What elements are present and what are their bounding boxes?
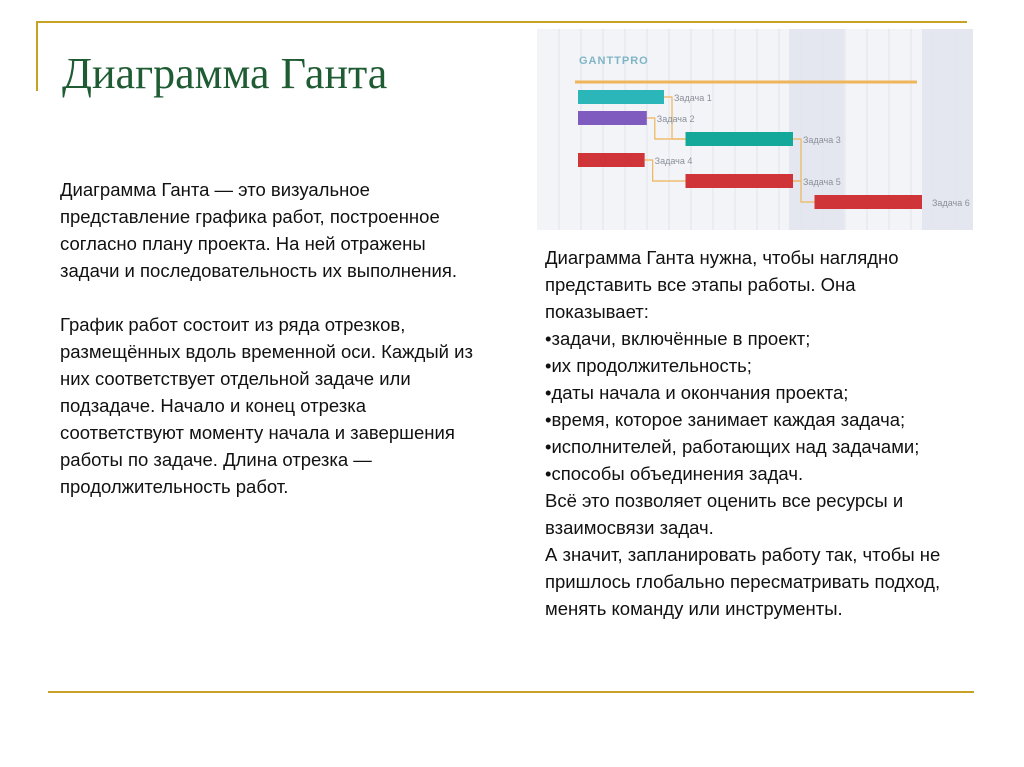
right-text-column	[545, 244, 945, 622]
bullet-item: •способы объединения задач.	[545, 463, 804, 484]
slide-title: Диаграмма Ганта	[62, 49, 388, 98]
gantt-task-bar	[578, 111, 647, 125]
gantt-task-label: Задача 5	[803, 177, 841, 187]
gantt-svg	[537, 29, 973, 230]
gantt-task-bar	[578, 90, 664, 104]
bullet-item: •их продолжительность;	[545, 355, 752, 376]
left-decorative-rule	[36, 21, 38, 91]
gantt-task-label: Задача 6	[932, 198, 970, 208]
gantt-chart-image	[537, 29, 973, 230]
bullet-item: •время, которое занимает каждая задача;	[545, 409, 906, 430]
bullet-item: •задачи, включённые в проект;	[545, 328, 811, 349]
top-decorative-rule	[36, 21, 967, 23]
gantt-task-label: Задача 2	[656, 114, 695, 124]
gantt-task-bar	[815, 195, 923, 209]
right-conclusion-2: А значит, запланировать работу так, чтобы не пришлось глобально пересматривать подход, менять команду или инструменты.	[545, 544, 941, 619]
gantt-task-bar	[686, 132, 794, 146]
left-paragraph-2: График работ состоит из ряда отрезков, размещённых вдоль временной оси. Каждый из них соответствует отдельной задаче или подзадаче. Начало и конец отрезка соответствуют моменту начала и завершения работы по задаче. Длина отрезка — продолжительность работ.	[60, 314, 473, 497]
bullet-item: •исполнителей, работающих над задачами;	[545, 436, 920, 457]
right-intro: Диаграмма Ганта нужна, чтобы наглядно представить все этапы работы. Она показывает:	[545, 247, 899, 322]
left-paragraph-1: Диаграмма Ганта — это визуальное представление графика работ, построенное согласно плану проекта. На ней отражены задачи и последовательность их выполнения.	[60, 179, 457, 281]
gantt-task-label: Задача 4	[654, 156, 693, 166]
bottom-decorative-rule	[48, 691, 974, 693]
gantt-task-bar	[686, 174, 794, 188]
bullet-item: •даты начала и окончания проекта;	[545, 382, 849, 403]
ganttpro-logo: GANTTPRO	[579, 55, 649, 67]
gantt-task-bar	[578, 153, 645, 167]
gantt-task-label: Задача 1	[674, 93, 712, 103]
right-conclusion-1: Всё это позволяет оценить все ресурсы и взаимосвязи задач.	[545, 490, 904, 538]
gantt-task-label: Задача 3	[803, 135, 841, 145]
left-text-column	[60, 176, 480, 500]
